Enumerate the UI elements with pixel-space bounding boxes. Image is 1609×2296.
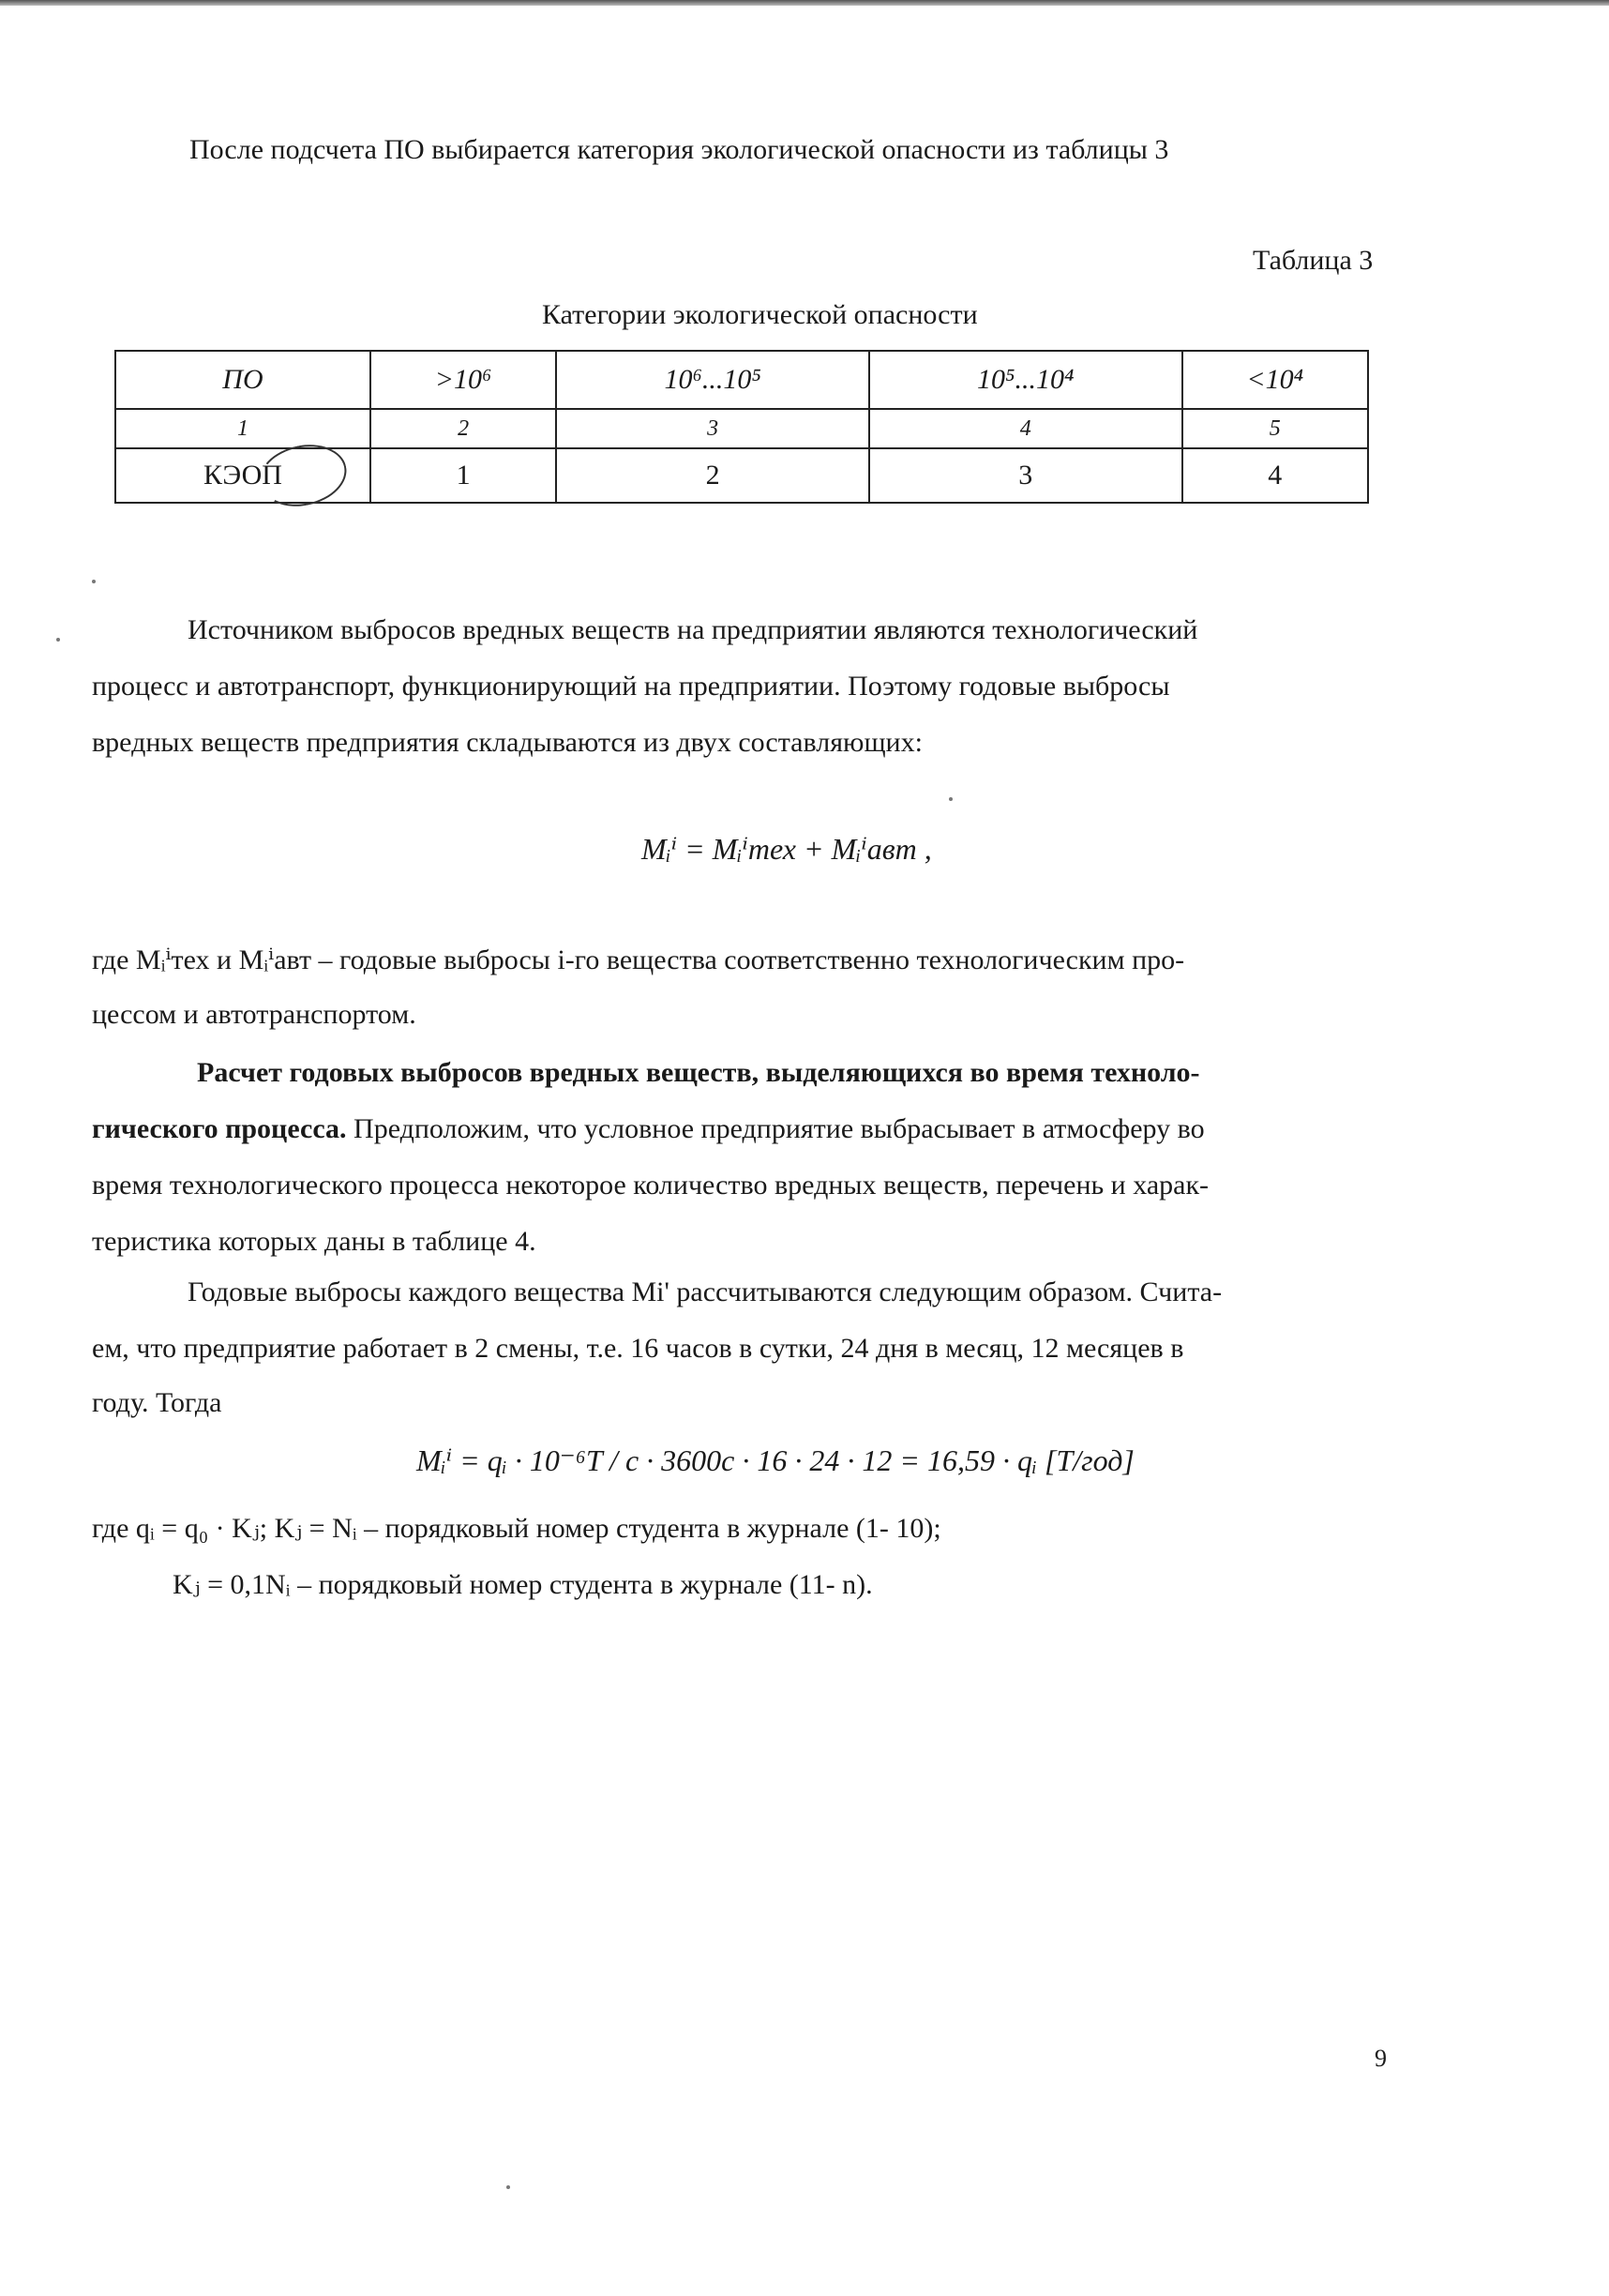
table-number: Таблица 3	[1253, 245, 1374, 276]
para2-line1	[197, 1054, 1200, 1092]
formula-annual-emission: Mᵢⁱ = qᵢ · 10⁻⁶T / c · 3600c · 16 · 24 · 12 = 16,59 · qᵢ [T/год]	[416, 1443, 1135, 1477]
scan-top-edge	[0, 0, 1609, 6]
para3-line3: году. Тогда	[92, 1387, 222, 1418]
table-cell: 2	[556, 448, 869, 503]
where2-line1: где qᵢ = q₀ · Kⱼ; Kⱼ = Nᵢ – порядковый номер студента в журнале (1- 10);	[92, 1513, 941, 1544]
para1-line3: вредных веществ предприятия складываются из двух составляющих:	[92, 727, 923, 758]
table-header-row	[115, 351, 1368, 409]
para2-bold-heading: Расчет годовых выбросов вредных веществ, выделяющихся во время техноло-	[197, 1057, 1200, 1088]
para3-line2: ем, что предприятие работает в 2 смены, т.е. 16 часов в сутки, 24 дня в месяц, 12 месяцев в	[92, 1333, 1184, 1364]
table-cell: КЭОП	[115, 448, 370, 503]
table-cell: 1	[370, 448, 556, 503]
page-number: 9	[1375, 2045, 1387, 2072]
table-cell: 2	[370, 409, 556, 448]
para2-line4: теристика которых даны в таблице 4.	[92, 1226, 536, 1257]
formula-total-emissions: Mᵢⁱ = Mᵢⁱтех + Mᵢⁱавт ,	[641, 832, 932, 866]
table-caption: Категории экологической опасности	[542, 299, 978, 330]
table-number-row	[115, 409, 1368, 448]
table-cell: 5	[1182, 409, 1369, 448]
para3-line1: Годовые выбросы каждого вещества Mi' рассчитываются следующим образом. Счита-	[188, 1276, 1223, 1307]
para2-line3: время технологического процесса некоторое количество вредных веществ, перечень и харак-	[92, 1170, 1210, 1201]
para2-line2-text: Предположим, что условное предприятие выбрасывает в атмосферу во	[346, 1113, 1205, 1144]
table-cell: <10⁴	[1182, 351, 1369, 409]
where2-line2: Kⱼ = 0,1Nᵢ – порядковый номер студента в журнале (11- n).	[173, 1569, 873, 1600]
table-cell: 10⁶...10⁵	[556, 351, 869, 409]
table-cell: ПО	[115, 351, 370, 409]
intro-text: После подсчета ПО выбирается категория экологической опасности из таблицы 3	[189, 134, 1169, 165]
para1-line1: Источником выбросов вредных веществ на предприятии являются технологический	[188, 614, 1198, 645]
table-cell: 4	[1182, 448, 1369, 503]
where1-line2: цессом и автотранспортом.	[92, 999, 416, 1030]
scan-speck	[92, 580, 96, 583]
table-cell: 1	[115, 409, 370, 448]
table-cell: 3	[869, 448, 1182, 503]
scan-speck	[56, 638, 60, 642]
para2-line2	[92, 1110, 1205, 1148]
table-cell: 10⁵...10⁴	[869, 351, 1182, 409]
para2-bold-heading-end: гического процесса.	[92, 1113, 347, 1144]
table-cell: 4	[869, 409, 1182, 448]
where1-line1: где Mᵢⁱтех и Mᵢⁱавт – годовые выбросы i-го вещества соответственно технологическим про-	[92, 944, 1185, 975]
para1-line2: процесс и автотранспорт, функционирующий на предприятии. Поэтому годовые выбросы	[92, 671, 1170, 702]
table-cell: 3	[556, 409, 869, 448]
table-cell: >10⁶	[370, 351, 556, 409]
scan-speck	[506, 2185, 510, 2189]
scan-speck	[949, 797, 953, 801]
